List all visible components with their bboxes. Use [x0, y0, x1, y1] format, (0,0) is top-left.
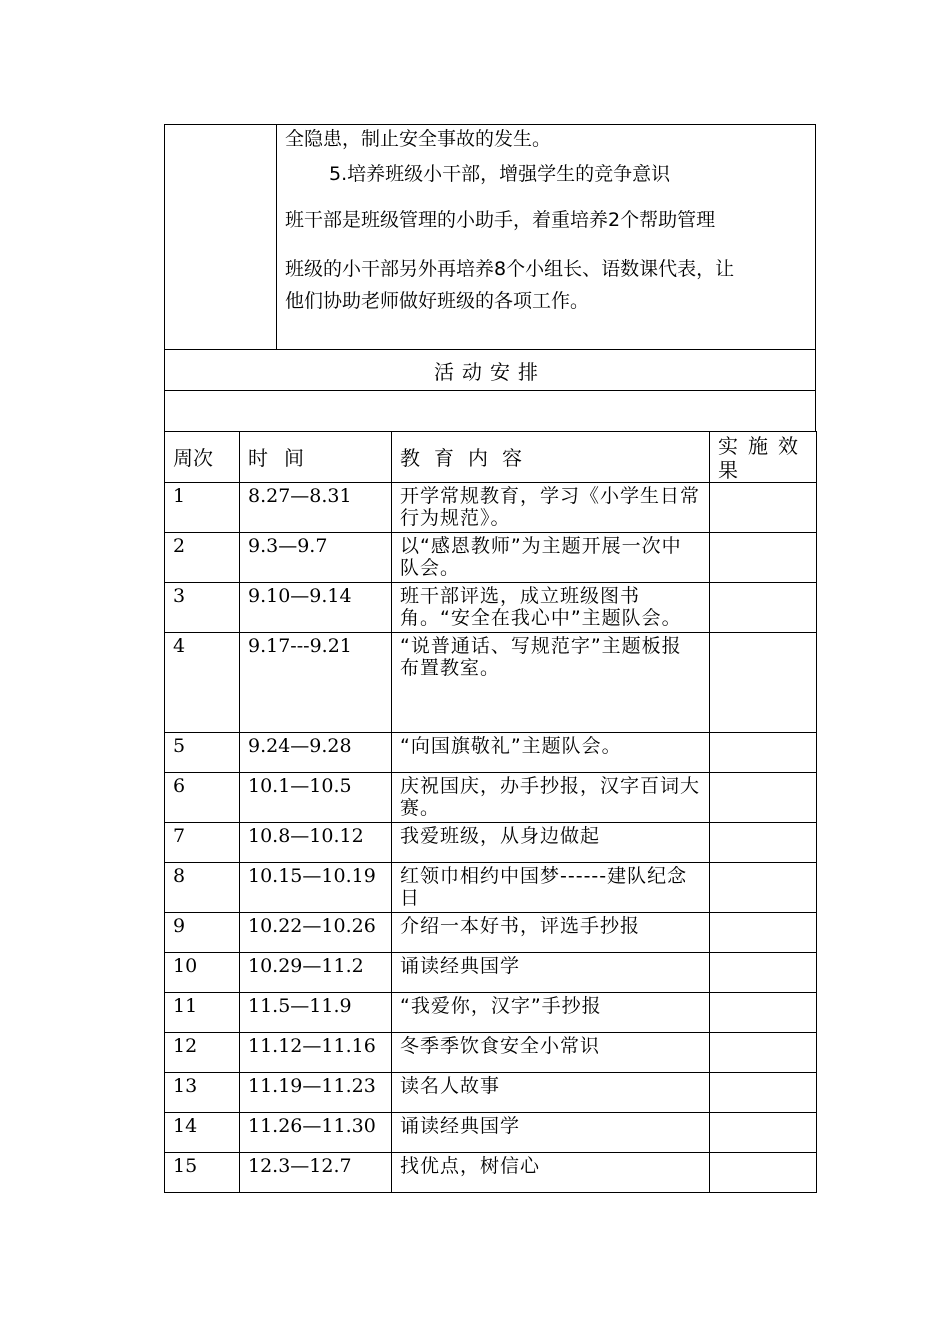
cell-time: 11.12—11.16 — [240, 1033, 392, 1073]
header-content: 教育内容 — [392, 432, 710, 483]
cell-week: 1 — [165, 483, 240, 533]
cell-week: 4 — [165, 633, 240, 733]
header-week: 周次 — [165, 432, 240, 483]
table-row — [165, 533, 817, 583]
cell-content: 班干部评选，成立班级图书角。“安全在我心中”主题队会。 — [392, 583, 710, 633]
cell-time: 10.29—11.2 — [240, 953, 392, 993]
cell-time: 11.19—11.23 — [240, 1073, 392, 1113]
cell-content: “向国旗敬礼”主题队会。 — [392, 733, 710, 773]
cell-content: 开学常规教育，学习《小学生日常行为规范》。 — [392, 483, 710, 533]
table-row — [165, 913, 817, 953]
table-row — [165, 1073, 817, 1113]
table-row — [165, 1113, 817, 1153]
cell-content: “说普通话、写规范字”主题板报布置教室。 — [392, 633, 710, 733]
cell-week: 15 — [165, 1153, 240, 1193]
activity-title-table — [164, 349, 816, 432]
cell-effect — [710, 633, 817, 733]
intro-line-3: 班干部是班级管理的小助手，着重培养2个帮助管理 — [285, 209, 716, 231]
cell-week: 14 — [165, 1113, 240, 1153]
table-row — [165, 993, 817, 1033]
cell-effect — [710, 1113, 817, 1153]
document-page — [164, 124, 816, 1193]
cell-effect — [710, 773, 817, 823]
cell-effect — [710, 1033, 817, 1073]
cell-content: 庆祝国庆，办手抄报，汉字百词大赛。 — [392, 773, 710, 823]
cell-effect — [710, 953, 817, 993]
cell-effect — [710, 483, 817, 533]
cell-content: 诵读经典国学 — [392, 1113, 710, 1153]
table-row — [165, 583, 817, 633]
cell-effect — [710, 823, 817, 863]
intro-text-cell — [277, 125, 816, 350]
table-row — [165, 863, 817, 913]
cell-time: 10.15—10.19 — [240, 863, 392, 913]
intro-table — [164, 124, 816, 350]
cell-content: 诵读经典国学 — [392, 953, 710, 993]
cell-content: 介绍一本好书，评选手抄报 — [392, 913, 710, 953]
header-time: 时间 — [240, 432, 392, 483]
cell-content: 冬季季饮食安全小常识 — [392, 1033, 710, 1073]
cell-week: 6 — [165, 773, 240, 823]
blank-row — [165, 391, 816, 432]
table-row — [165, 823, 817, 863]
cell-week: 5 — [165, 733, 240, 773]
cell-week: 10 — [165, 953, 240, 993]
cell-time: 8.27—8.31 — [240, 483, 392, 533]
cell-content: 我爱班级，从身边做起 — [392, 823, 710, 863]
table-row — [165, 773, 817, 823]
cell-time: 9.10—9.14 — [240, 583, 392, 633]
table-row — [165, 1153, 817, 1193]
cell-time: 11.26—11.30 — [240, 1113, 392, 1153]
cell-effect — [710, 993, 817, 1033]
table-row — [165, 953, 817, 993]
cell-content: “我爱你，汉字”手抄报 — [392, 993, 710, 1033]
cell-week: 13 — [165, 1073, 240, 1113]
table-row — [165, 483, 817, 533]
cell-week: 11 — [165, 993, 240, 1033]
cell-week: 12 — [165, 1033, 240, 1073]
cell-content: 读名人故事 — [392, 1073, 710, 1113]
intro-left-cell — [165, 125, 278, 350]
schedule-table — [164, 431, 817, 1193]
cell-effect — [710, 733, 817, 773]
table-row — [165, 633, 817, 733]
activity-title: 活动安排 — [165, 350, 816, 391]
cell-week: 3 — [165, 583, 240, 633]
table-row — [165, 733, 817, 773]
schedule-header-row — [165, 432, 817, 483]
cell-content: 以“感恩教师”为主题开展一次中队会。 — [392, 533, 710, 583]
cell-content: 红领巾相约中国梦------建队纪念日 — [392, 863, 710, 913]
cell-effect — [710, 533, 817, 583]
cell-time: 12.3—12.7 — [240, 1153, 392, 1193]
intro-line-2: 5.培养班级小干部，增强学生的竞争意识 — [329, 163, 671, 185]
intro-line-1: 全隐患，制止安全事故的发生。 — [285, 128, 552, 150]
cell-content: 找优点，树信心 — [392, 1153, 710, 1193]
intro-line-4: 班级的小干部另外再培养8个小组长、语数课代表，让 — [285, 258, 735, 280]
cell-week: 9 — [165, 913, 240, 953]
cell-time: 9.24—9.28 — [240, 733, 392, 773]
cell-effect — [710, 1073, 817, 1113]
cell-time: 10.22—10.26 — [240, 913, 392, 953]
cell-time: 10.8—10.12 — [240, 823, 392, 863]
cell-effect — [710, 913, 817, 953]
cell-time: 9.17---9.21 — [240, 633, 392, 733]
cell-effect — [710, 1153, 817, 1193]
cell-time: 10.1—10.5 — [240, 773, 392, 823]
table-row — [165, 1033, 817, 1073]
cell-effect — [710, 583, 817, 633]
header-effect: 实施效果 — [710, 432, 817, 483]
cell-week: 8 — [165, 863, 240, 913]
intro-line-5: 他们协助老师做好班级的各项工作。 — [285, 290, 590, 312]
cell-time: 9.3—9.7 — [240, 533, 392, 583]
cell-week: 2 — [165, 533, 240, 583]
cell-effect — [710, 863, 817, 913]
cell-time: 11.5—11.9 — [240, 993, 392, 1033]
cell-week: 7 — [165, 823, 240, 863]
